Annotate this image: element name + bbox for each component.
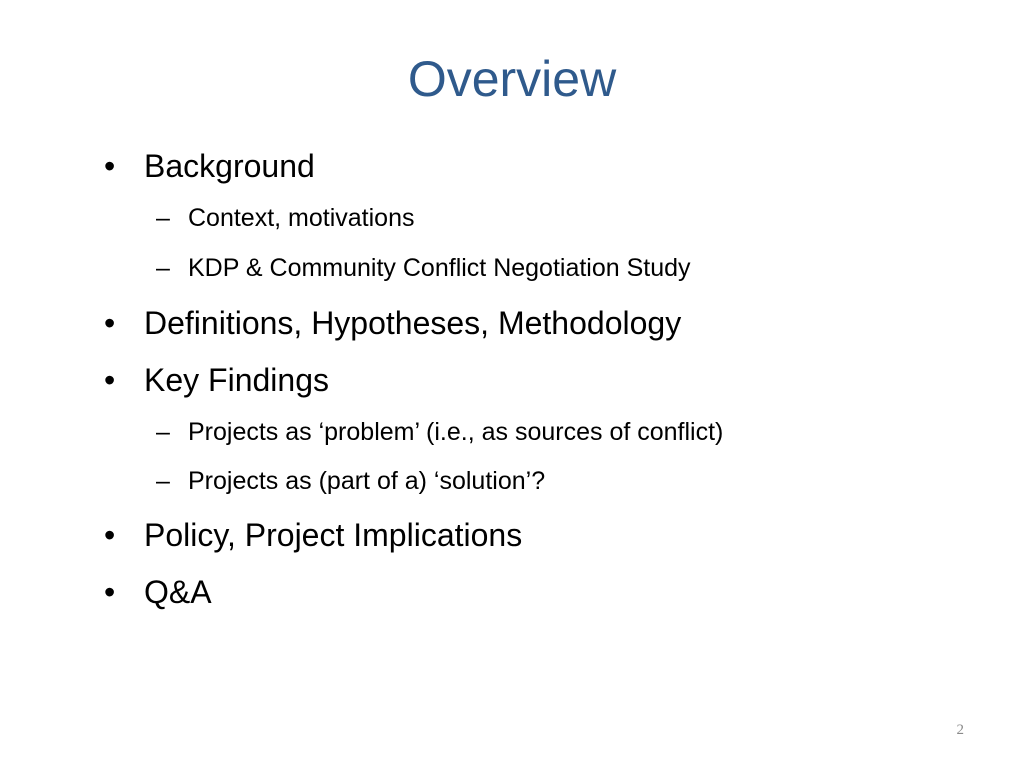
dash-icon: – (156, 467, 170, 495)
page-number: 2 (956, 722, 964, 738)
bullet-icon: • (104, 517, 116, 553)
bullet-text: Policy, Project Implications (144, 517, 523, 553)
bullet-item (104, 303, 681, 343)
bullet-text: Key Findings (144, 362, 329, 398)
bullet-text: Definitions, Hypotheses, Methodology (144, 305, 682, 341)
slide-title: Overview (407, 51, 617, 107)
dash-icon: – (156, 254, 170, 282)
sub-bullet-item (156, 465, 545, 497)
bullet-icon: • (104, 148, 116, 184)
sub-bullet-text: Projects as ‘problem’ (i.e., as sources of conflict) (188, 418, 724, 446)
bullet-item (104, 360, 329, 400)
bullet-icon: • (104, 574, 116, 610)
bullet-item (104, 146, 315, 186)
sub-bullet-item (156, 202, 415, 234)
bullet-text: Q&A (144, 574, 212, 610)
bullet-icon: • (104, 305, 116, 341)
bullet-item (104, 515, 522, 555)
bullet-text: Background (144, 148, 315, 184)
sub-bullet-text: Projects as (part of a) ‘solution’? (188, 467, 546, 495)
dash-icon: – (156, 418, 170, 446)
bullet-item (104, 572, 212, 612)
sub-bullet-item (156, 252, 691, 284)
sub-bullet-text: KDP & Community Conflict Negotiation Study (188, 254, 691, 282)
sub-bullet-item (156, 416, 723, 448)
dash-icon: – (156, 204, 170, 232)
bullet-icon: • (104, 362, 116, 398)
sub-bullet-text: Context, motivations (188, 204, 415, 232)
